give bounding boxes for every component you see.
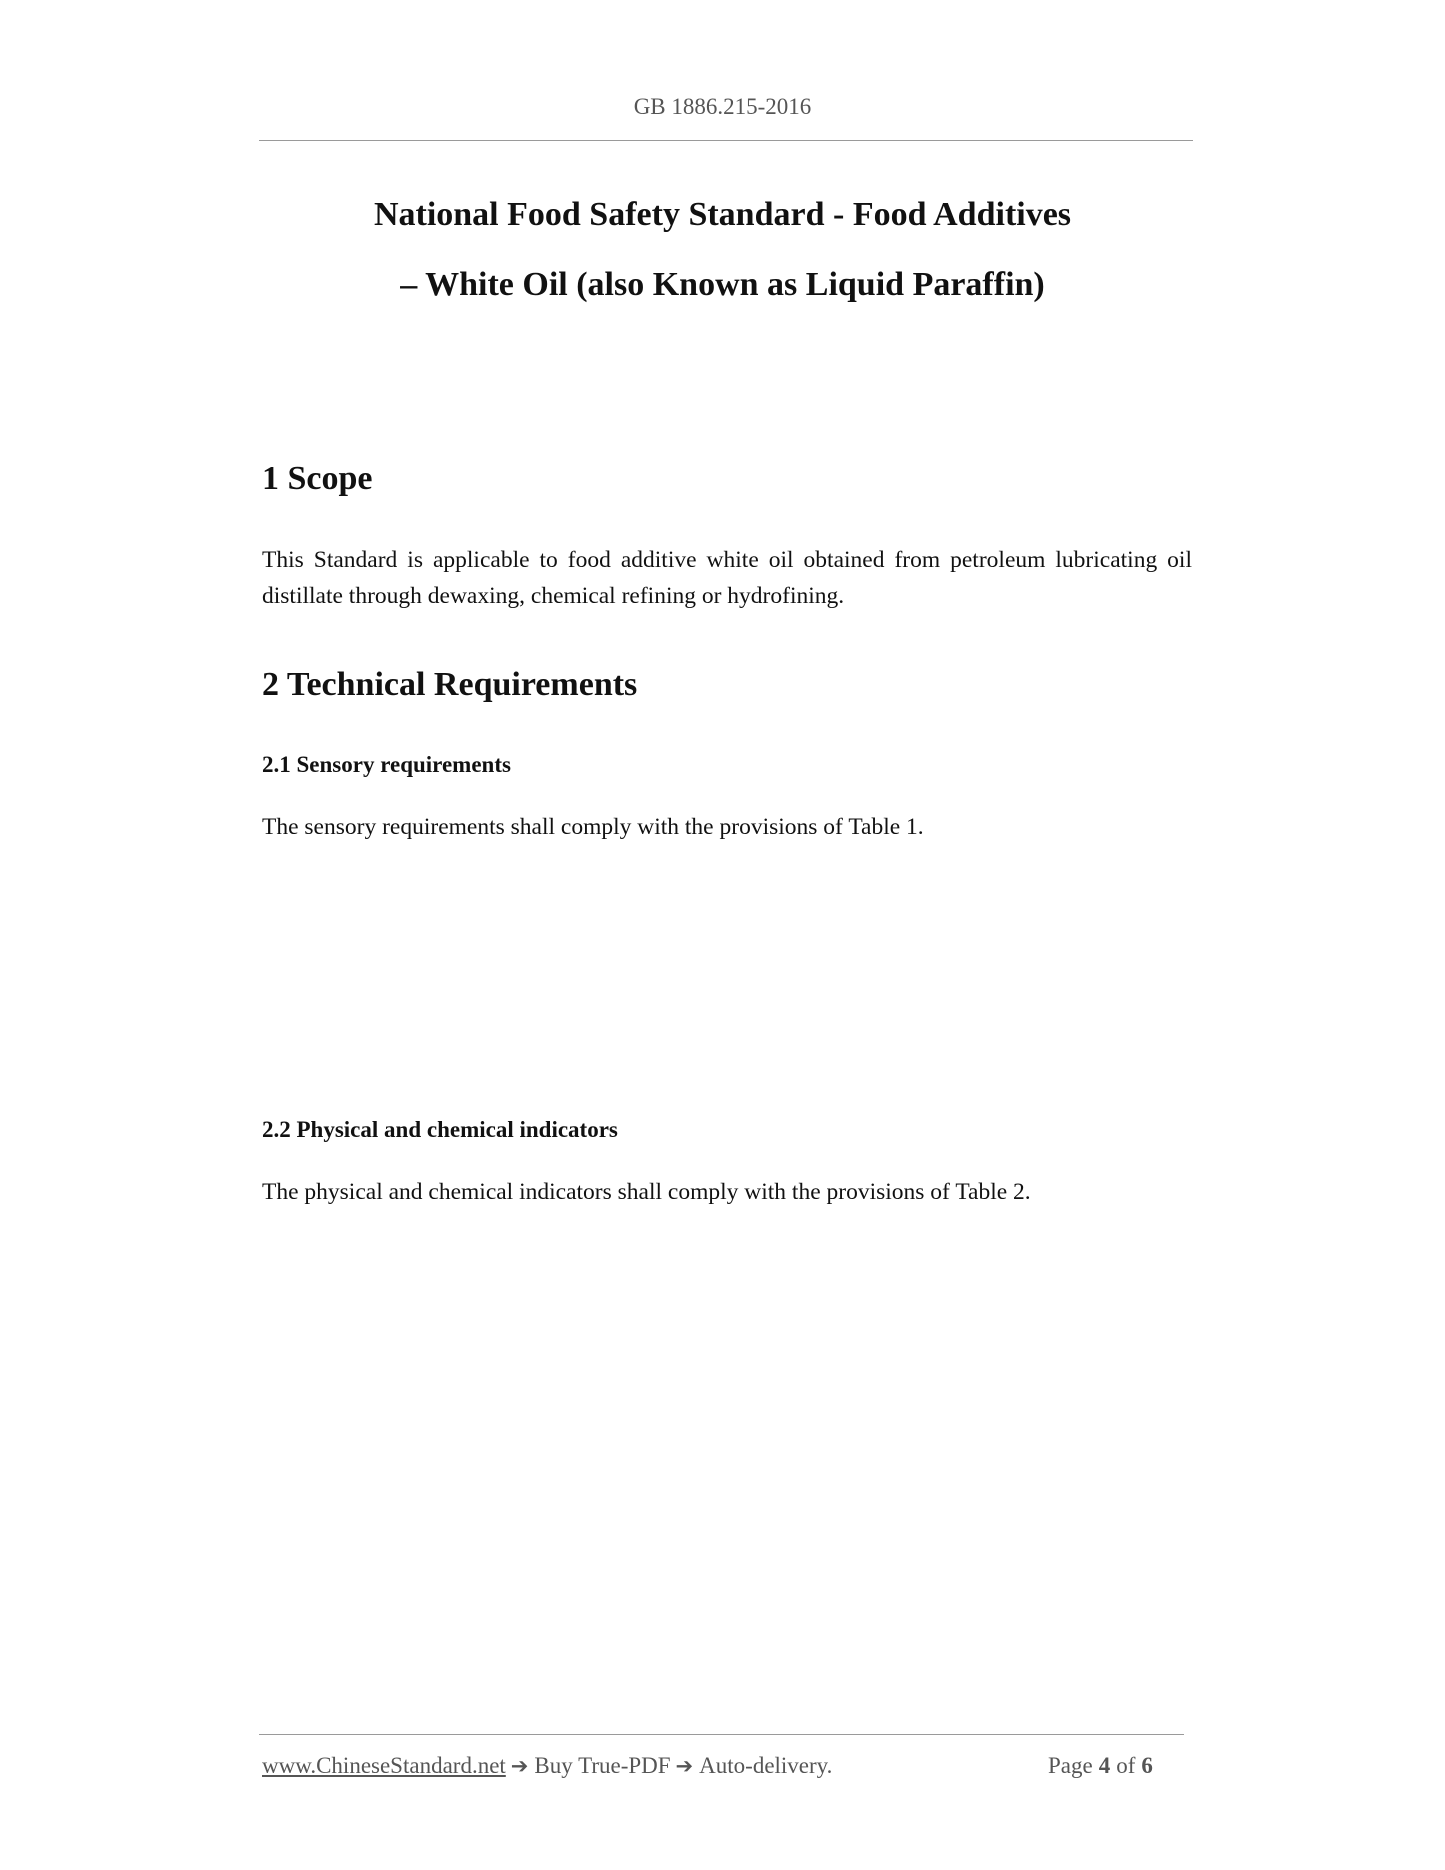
- document-title-line-2: – White Oil (also Known as Liquid Paraffin): [400, 266, 1045, 303]
- total-page-number: 6: [1141, 1753, 1153, 1778]
- page-label: Page: [1048, 1753, 1093, 1778]
- auto-delivery-text: Auto-delivery.: [699, 1753, 833, 1778]
- current-page-number: 4: [1098, 1753, 1111, 1778]
- physical-chemical-paragraph: The physical and chemical indicators shall comply with the provisions of Table 2.: [262, 1179, 1031, 1205]
- document-title-line-1: National Food Safety Standard - Food Additives: [373, 196, 1072, 233]
- arrow-right-icon: ➔: [510, 1754, 529, 1778]
- subsection-heading-physical-chemical: 2.2 Physical and chemical indicators: [262, 1117, 618, 1142]
- buy-true-pdf-text: Buy True-PDF: [534, 1753, 671, 1778]
- section-heading-technical-requirements: 2 Technical Requirements: [262, 666, 638, 703]
- website-link[interactable]: www.ChineseStandard.net: [262, 1753, 506, 1778]
- page-of-label: of: [1116, 1753, 1136, 1778]
- scope-paragraph: This Standard is applicable to food additive white oil obtained from petroleum lubricating oil distillate through dewaxing, chemical refining or hydrofining.: [262, 547, 1192, 609]
- document-code-header: GB 1886.215-2016: [633, 94, 812, 119]
- footer-divider: [259, 1734, 1184, 1735]
- page-indicator: [1048, 1753, 1159, 1779]
- footer-promo: [262, 1753, 832, 1779]
- sensory-paragraph: The sensory requirements shall comply with the provisions of Table 1.: [262, 814, 924, 840]
- subsection-heading-sensory: 2.1 Sensory requirements: [262, 752, 511, 777]
- header-divider: [259, 140, 1193, 141]
- arrow-right-icon: ➔: [675, 1754, 694, 1778]
- section-heading-scope: 1 Scope: [262, 460, 373, 497]
